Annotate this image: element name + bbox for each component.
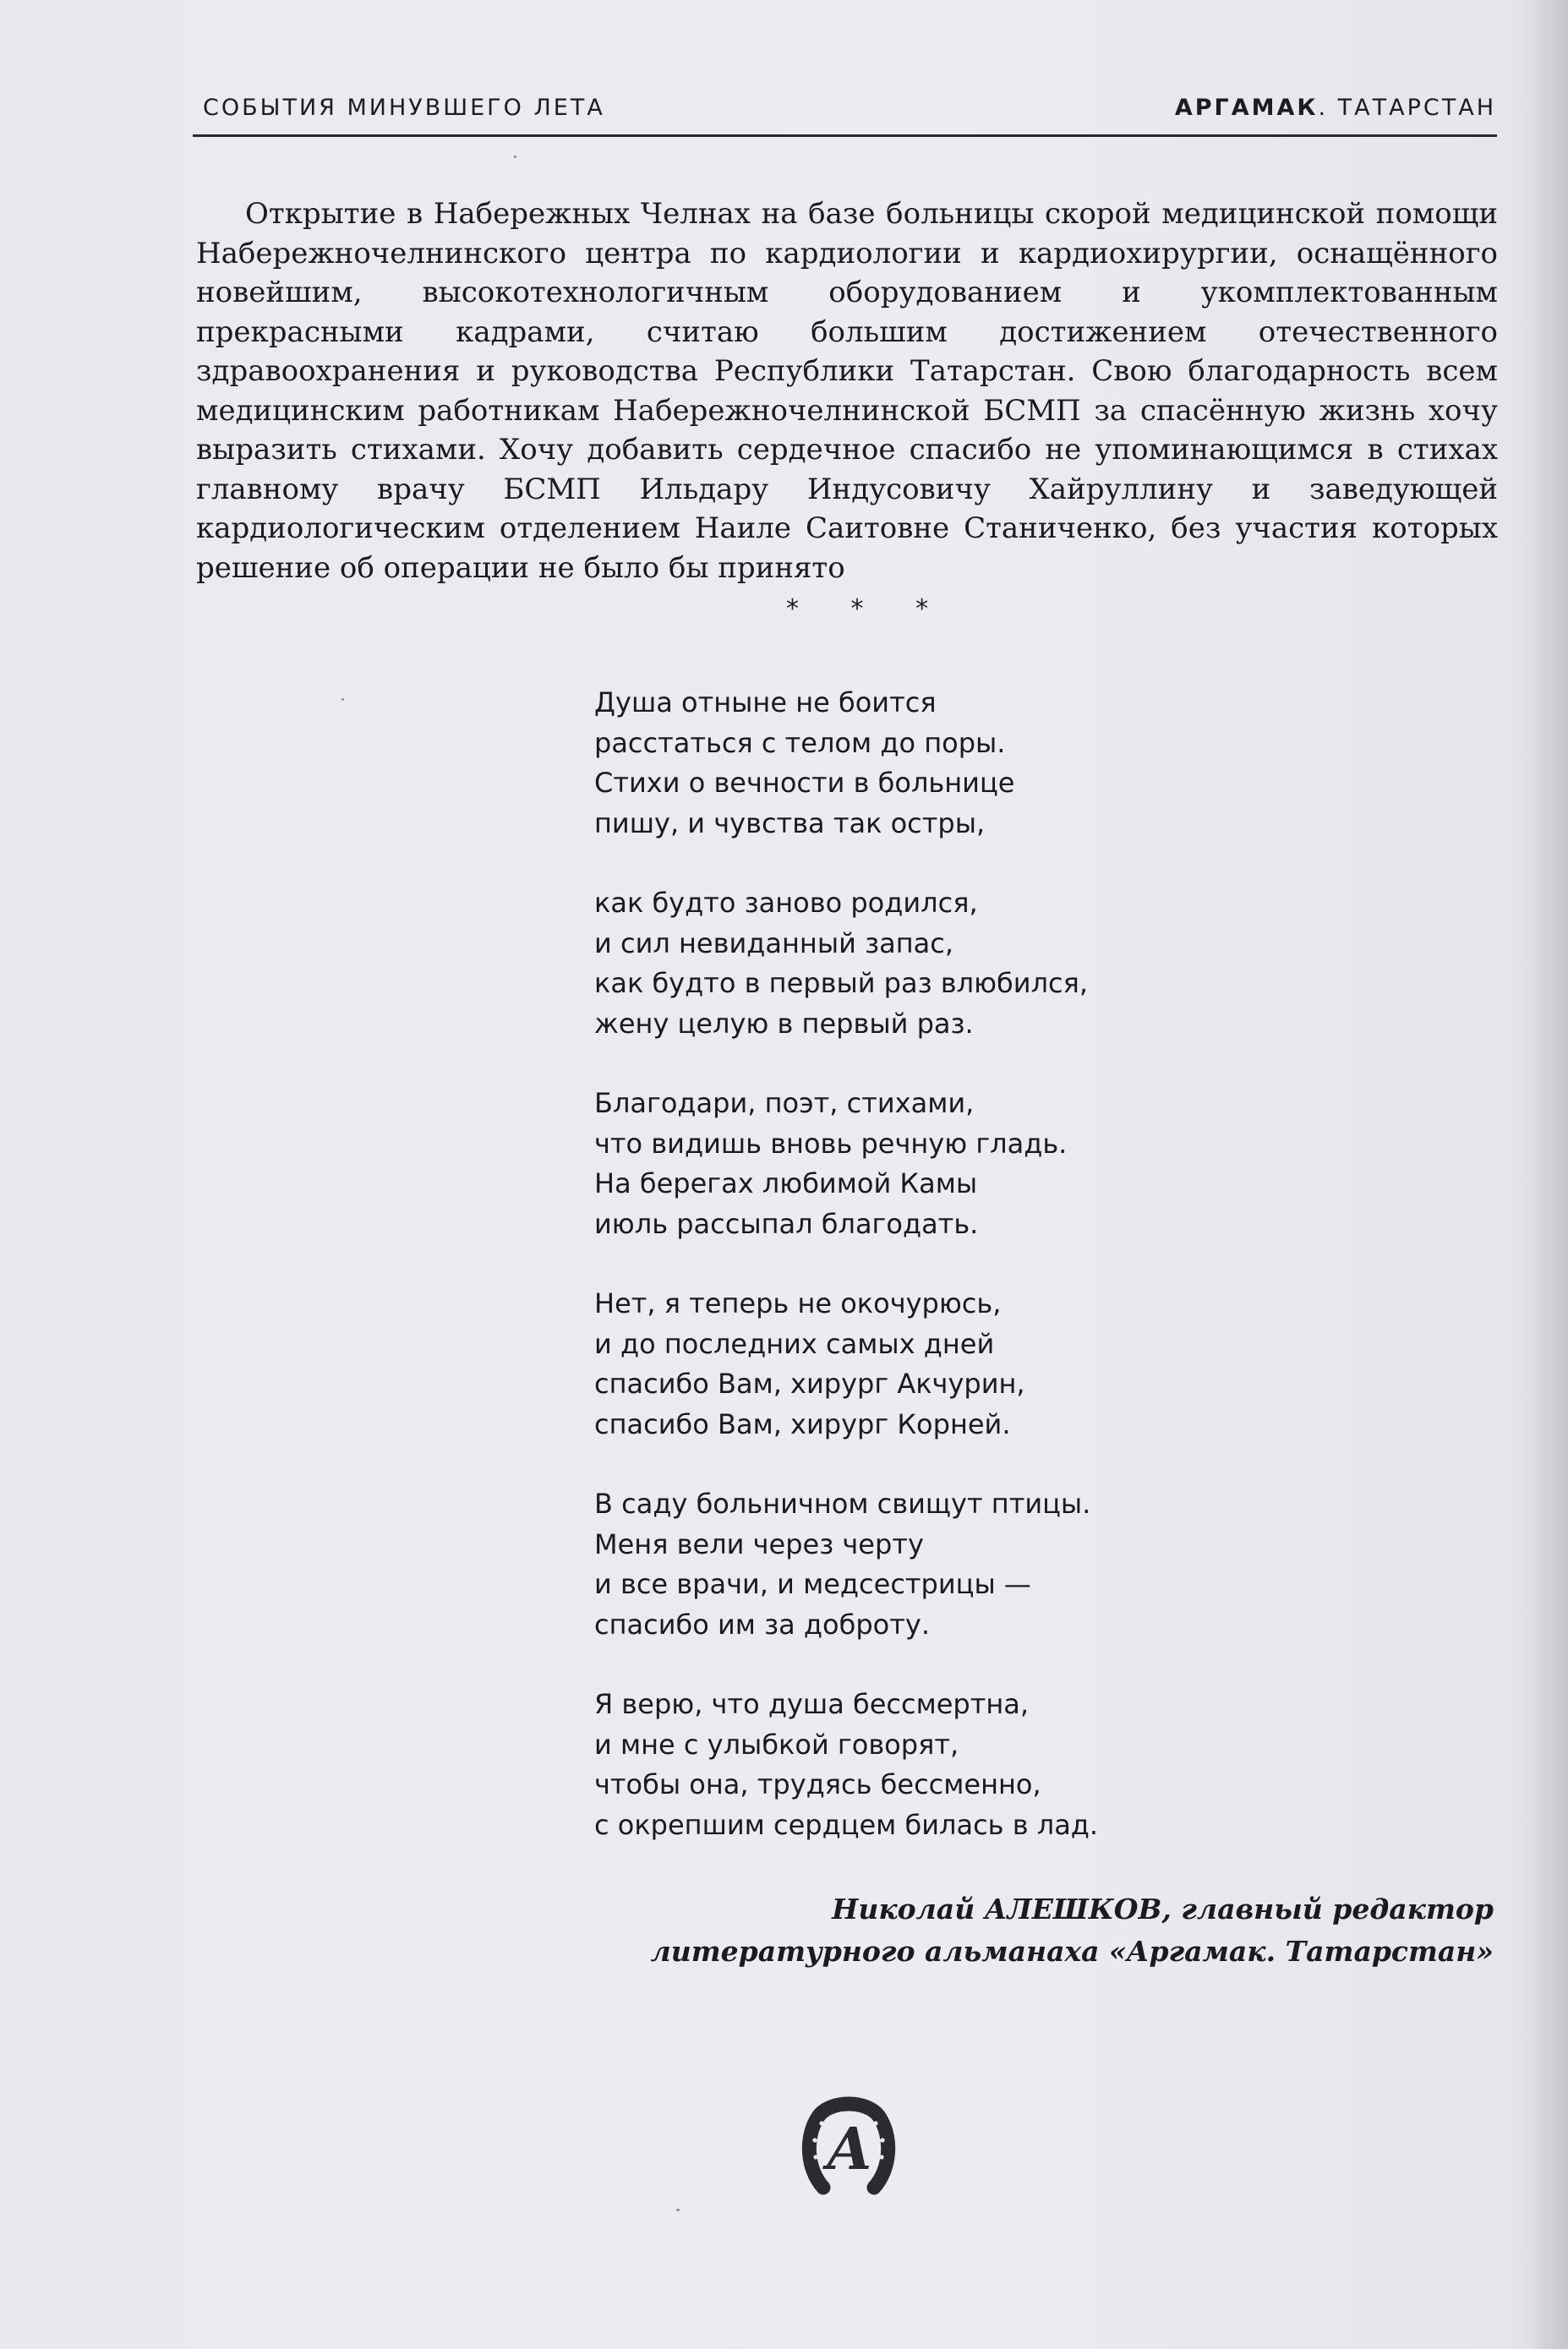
poem-line: Стихи о вечности в больнице [594, 767, 1015, 799]
poem-line: В саду больничном свищут птицы. [594, 1488, 1091, 1520]
poem-line: и все врачи, и медсестрицы — [594, 1568, 1031, 1600]
poem-line: чтобы она, трудясь бессменно, [594, 1768, 1041, 1800]
poem-stanza [594, 883, 1098, 1044]
poem-line: Благодари, поэт, стихами, [594, 1087, 975, 1119]
poem-line: как будто в первый раз влюбился, [594, 967, 1089, 999]
poem-line: и сил невиданный запас, [594, 926, 953, 959]
poem-line: июль рассыпал благодать. [594, 1207, 979, 1240]
poem-stanza [594, 1484, 1098, 1645]
poem-stanza [594, 1084, 1098, 1244]
poem-line: На берегах любимой Камы [594, 1167, 978, 1199]
intro-paragraph: Открытие в Набережных Челнах на базе больницы скорой медицинской помощи Набережночелнинского центра по кардиологии и кардиохирургии, оснащённого новейшим, высокотехнологичным оборудованием и укомплектованным прекрасными кадрами, считаю большим достижением отечественного здравоохранения и руководства Республики Татарстан. Свою благодарность всем медицинским работникам Набережночелнинской БСМП за спасённую жизнь хочу выразить стихами. Хочу добавить сердечное спасибо не упоминающимся в стихах главному врачу БСМП Ильдару Индусовичу Хайруллину и заведующей кардиологическим отделением Наиле Саитовне Станиченко, без участия которых решение об операции не было бы принято [196, 197, 1498, 585]
poem-line: расстаться с телом до поры. [594, 726, 1006, 759]
poem-line: Нет, я теперь не окочурюсь, [594, 1287, 1002, 1319]
author-publication: литературного альманаха «Аргамак. Татарстан» [650, 1935, 1494, 1968]
poem-line: жену целую в первый раз. [594, 1007, 974, 1040]
section-title: СОБЫТИЯ МИНУВШЕГО ЛЕТА [203, 95, 605, 121]
poem-line: Я верю, что душа бессмертна, [594, 1688, 1030, 1720]
publication-brand: АРГАМАК [1174, 95, 1319, 121]
page-edge-shadow [1529, 0, 1568, 2349]
header-rule [193, 134, 1497, 137]
poem-line: как будто заново родился, [594, 887, 978, 919]
poem-line: спасибо им за доброту. [594, 1608, 930, 1641]
page-speck [341, 698, 344, 701]
poem-line: пишу, и чувства так остры, [594, 806, 986, 839]
poem-line: и мне с улыбкой говорят, [594, 1728, 959, 1761]
author-signature [651, 1888, 1494, 1973]
poem-line: что видишь вновь речную гладь. [594, 1127, 1068, 1160]
poem-line: и до последних самых дней [594, 1327, 995, 1360]
section-separator: * * * [786, 594, 951, 624]
poem-line: Меня вели через черту [594, 1527, 924, 1560]
publication-brand-suffix: . ТАТАРСТАН [1318, 95, 1496, 121]
poem-stanza [594, 683, 1098, 844]
poem-line: с окрепшим сердцем билась в лад. [594, 1808, 1099, 1841]
author-name-title: Николай АЛЕШКОВ, главный редактор [832, 1893, 1494, 1926]
logo-letter: А [826, 2116, 873, 2183]
running-header [196, 90, 1496, 130]
poem [594, 683, 1098, 1885]
poem-stanza [594, 1284, 1098, 1445]
poem-line: Душа отныне не боится [594, 686, 937, 718]
argamak-horseshoe-logo-icon [801, 2088, 896, 2198]
page-speck [676, 2209, 680, 2211]
poem-line: спасибо Вам, хирург Акчурин, [594, 1368, 1025, 1400]
page-speck [514, 156, 516, 158]
poem-stanza [594, 1685, 1098, 1845]
poem-line: спасибо Вам, хирург Корней. [594, 1407, 1011, 1440]
publication-title [1175, 95, 1496, 121]
